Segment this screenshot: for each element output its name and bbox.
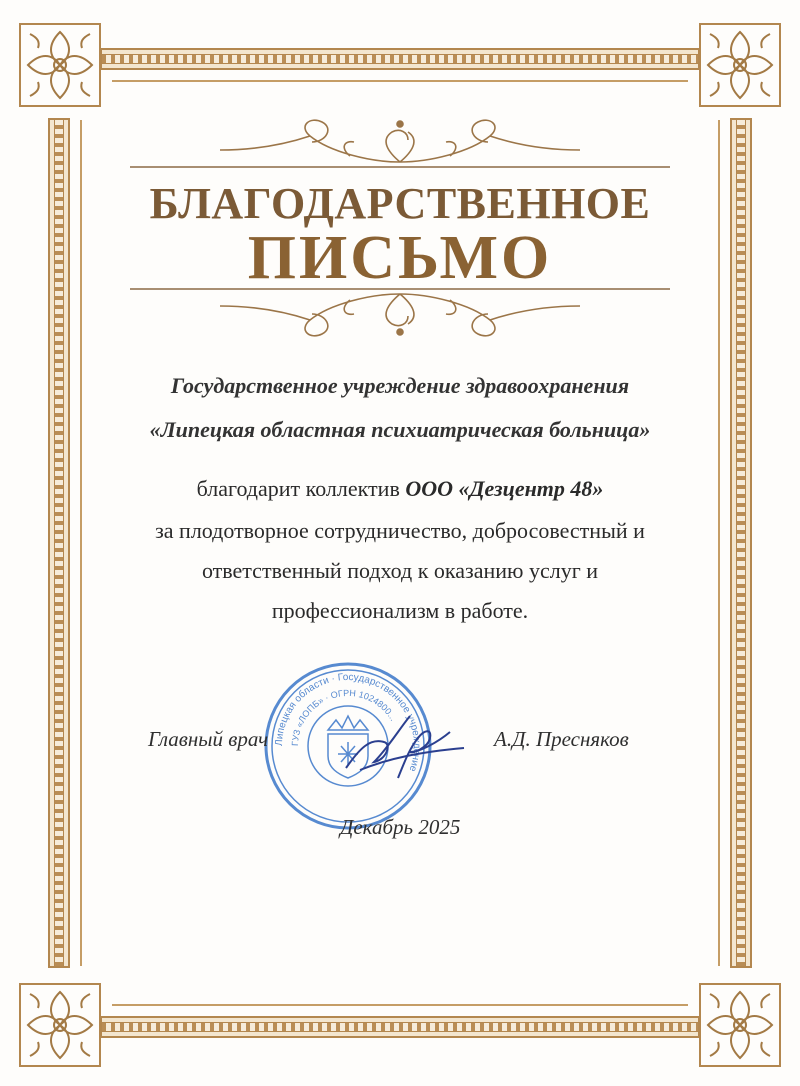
document-date: Декабрь 2025 <box>340 815 461 839</box>
organization-line-2: «Липецкая областная психиатрическая больница» <box>149 417 651 442</box>
frame-inner-rail-bottom <box>112 1004 688 1006</box>
frame-top-band <box>100 48 700 70</box>
company-name: ООО «Дезцентр 48» <box>405 476 604 501</box>
body-line-4: профессионализм в работе. <box>271 598 529 623</box>
body-line-2: за плодотворное сотрудничество, добросовестный и <box>155 518 645 543</box>
signatory-position: Главный врач <box>148 727 269 751</box>
corner-ornament-top-left <box>18 22 102 108</box>
title-line-1: БЛАГОДАРСТВЕННОЕ <box>149 179 651 228</box>
corner-ornament-bottom-right <box>698 982 782 1068</box>
body-line-3: ответственный подход к оказанию услуг и <box>201 558 599 583</box>
title-line-2: ПИСЬМО <box>247 224 553 292</box>
stamp-outer-text: Липецкая области · Государственное учреждение <box>273 671 423 773</box>
corner-ornament-top-right <box>698 22 782 108</box>
frame-inner-rail-top <box>112 80 688 82</box>
signatory-name: А.Д. Пресняков <box>494 727 629 751</box>
organization-line-1: Государственное учреждение здравоохранения <box>170 373 630 398</box>
body-line-1 <box>0 476 800 502</box>
stamp-inner-text: ГУЗ «ЛОПБ» · ОГРН 1024800... <box>289 687 399 747</box>
frame-bottom-band <box>100 1016 700 1038</box>
thanks-text: благодарит коллектив <box>196 476 406 501</box>
flourish-bottom-ornament <box>130 284 670 344</box>
corner-ornament-bottom-left <box>18 982 102 1068</box>
signature-scribble <box>340 708 470 788</box>
flourish-top-ornament <box>130 112 670 172</box>
